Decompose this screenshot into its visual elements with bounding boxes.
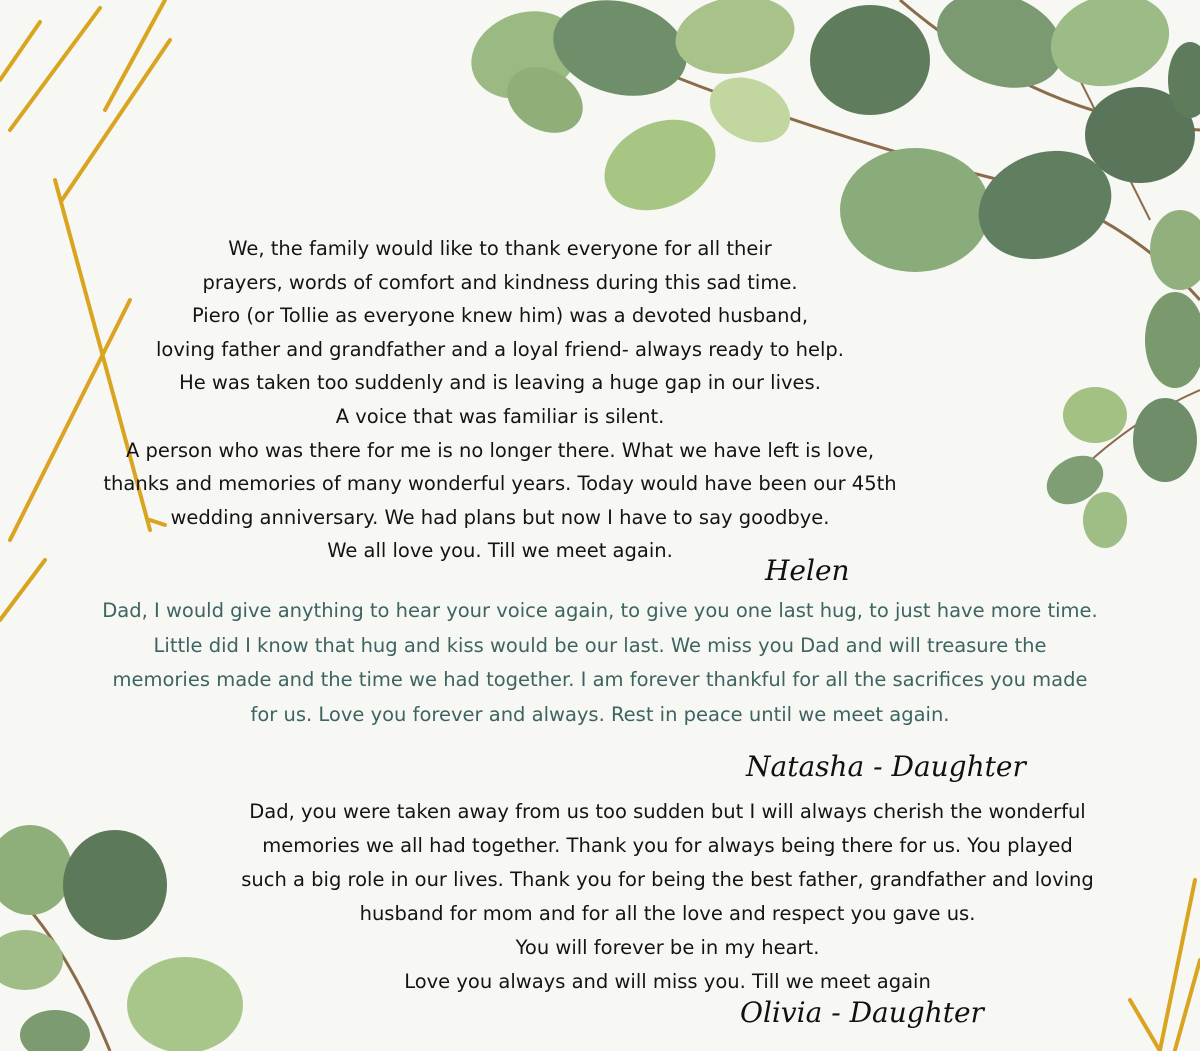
message-line: A voice that was familiar is silent. <box>335 404 665 428</box>
message-line: Dad, you were taken away from us too sudden but I will always cherish the wonderful <box>249 800 1086 823</box>
signature-helen: Helen <box>765 554 850 587</box>
message-line: We, the family would like to thank everyone for all their <box>228 237 772 260</box>
message-line: such a big role in our lives. Thank you for being the best father, grandfather and loving <box>241 868 1094 891</box>
message-line: He was taken too suddenly and is leaving a huge gap in our lives. <box>179 371 821 395</box>
eucalyptus-leaves-icon <box>1038 387 1200 548</box>
natasha-message <box>0 594 1200 732</box>
message-line: Piero (or Tollie as everyone knew him) was a devoted husband, <box>191 304 809 328</box>
message-line: wedding anniversary. We had plans but now I have to say goodbye. <box>170 505 830 529</box>
message-line: Dad, I would give anything to hear your voice again, to give you one last hug, to just have more time. <box>102 599 1098 622</box>
signature-olivia: Olivia - Daughter <box>740 996 984 1029</box>
message-line: We all love you. Till we meet again. <box>327 539 673 563</box>
message-line: husband for mom and for all the love and respect you gave us. <box>359 902 976 925</box>
message-line: prayers, words of comfort and kindness during this sad time. <box>202 270 798 294</box>
message-line: for us. Love you forever and always. Rest in peace until we meet again. <box>250 702 950 726</box>
message-line: thanks and memories of many wonderful years. Today would have been our 45th <box>103 472 897 496</box>
olivia-message <box>160 795 1175 999</box>
message-line: Love you always and will miss you. Till we meet again <box>404 970 931 993</box>
message-line: memories made and the time we had together. I am forever thankful for all the sacrifices you made <box>112 668 1088 691</box>
message-line: loving father and grandfather and a loyal friend- always ready to help. <box>156 337 844 361</box>
helen-message <box>0 232 1000 568</box>
message-line: memories we all had together. Thank you for always being there for us. You played <box>262 834 1073 857</box>
message-line: A person who was there for me is no longer there. What we have left is love, <box>125 438 875 462</box>
signature-natasha: Natasha - Daughter <box>746 750 1026 783</box>
message-line: Little did I know that hug and kiss would be our last. We miss you Dad and will treasure the <box>153 633 1047 657</box>
message-line: You will forever be in my heart. <box>515 936 820 959</box>
